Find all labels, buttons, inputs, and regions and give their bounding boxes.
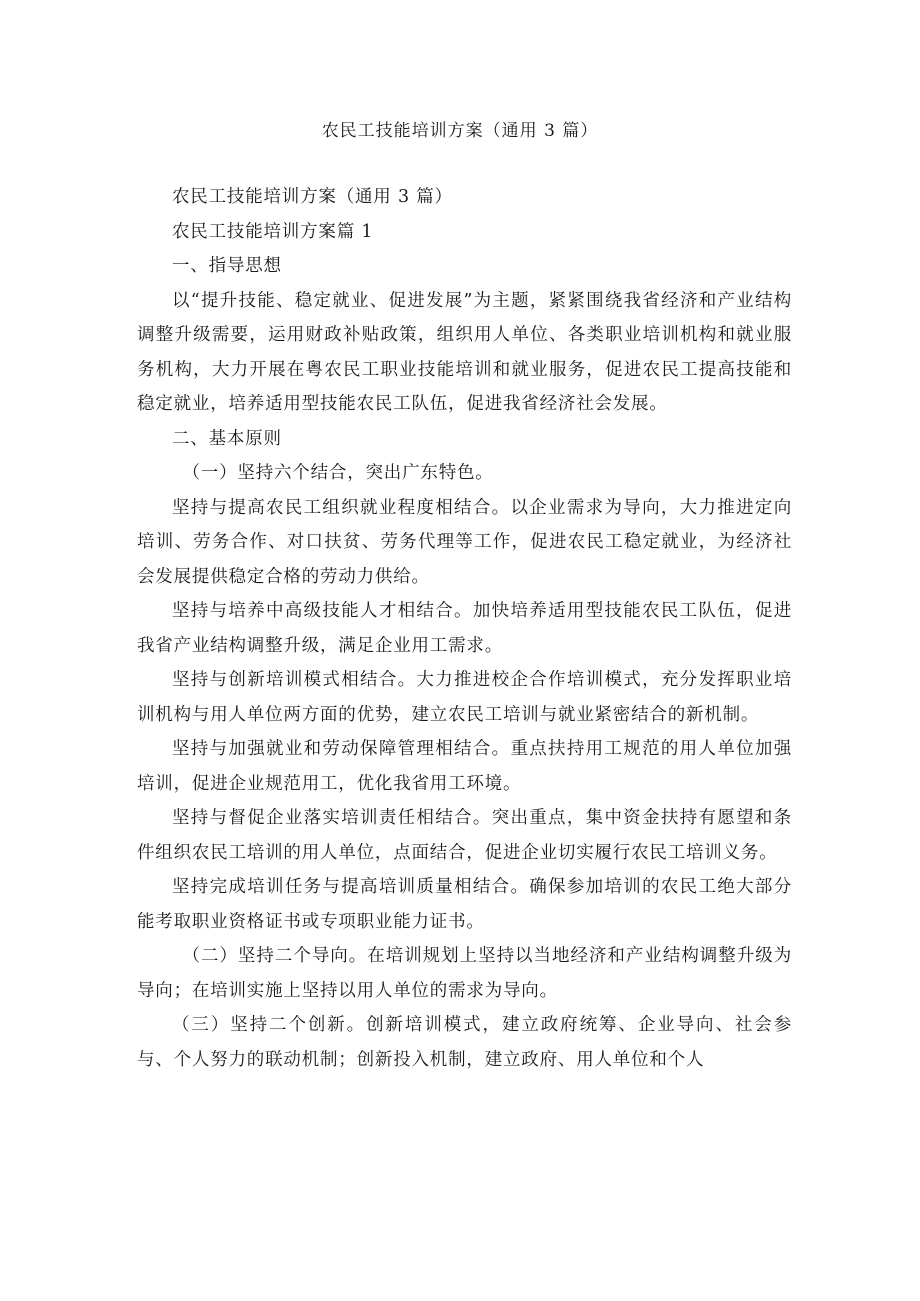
paragraph: 坚持与加强就业和劳动保障管理相结合。重点扶持用工规范的用人单位加强培训，促进企业规范用工，优化我省用工环境。 <box>137 739 792 794</box>
paragraph: 坚持与提高农民工组织就业程度相结合。以企业需求为导向，大力推进定向培训、劳务合作、对口扶贫、劳务代理等工作，促进农民工稳定就业，为经济社会发展提供稳定合格的劳动力供给。 <box>137 497 792 587</box>
paragraph: 坚持与督促企业落实培训责任相结合。突出重点，集中资金扶持有愿望和条件组织农民工培训的用人单位，点面结合，促进企业切实履行农民工培训义务。 <box>137 808 792 863</box>
paragraph: 坚持与创新培训模式相结合。大力推进校企合作培训模式，充分发挥职业培训机构与用人单位两方面的优势，建立农民工培训与就业紧密结合的新机制。 <box>137 670 792 725</box>
paragraph: 坚持与培养中高级技能人才相结合。加快培养适用型技能农民工队伍，促进我省产业结构调整升级，满足企业用工需求。 <box>137 601 792 656</box>
paragraph: 以“提升技能、稳定就业、促进发展”为主题，紧紧围绕我省经济和产业结构调整升级需要，运用财政补贴政策，组织用人单位、各类职业培训机构和就业服务机构，大力开展在粤农民工职业技能培训和就业服务，促进农民工提高技能和稳定就业，培养适用型技能农民工队伍，促进我省经济社会发展。 <box>137 290 792 414</box>
subsection-heading: （一）坚持六个结合，突出广东特色。 <box>182 463 494 483</box>
paragraph: 农民工技能培训方案（通用 3 篇） <box>172 187 453 207</box>
paragraph: 农民工技能培训方案篇 1 <box>172 221 374 242</box>
paragraph: 坚持完成培训任务与提高培训质量相结合。确保参加培训的农民工绝大部分能考取职业资格证书或专项职业能力证书。 <box>137 877 792 932</box>
section-heading: 一、指导思想 <box>172 256 282 276</box>
document-body <box>137 180 792 1077</box>
section-heading: 二、基本原则 <box>172 428 282 449</box>
document-title: 农民工技能培训方案（通用 3 篇） <box>321 121 599 141</box>
paragraph: （二）坚持二个导向。在培训规划上坚持以当地经济和产业结构调整升级为导向；在培训实施上坚持以用人单位的需求为导向。 <box>137 946 792 1001</box>
paragraph: （三）坚持二个创新。创新培训模式，建立政府统筹、企业导向、社会参与、个人努力的联动机制；创新投入机制，建立政府、用人单位和个人 <box>137 1015 792 1070</box>
